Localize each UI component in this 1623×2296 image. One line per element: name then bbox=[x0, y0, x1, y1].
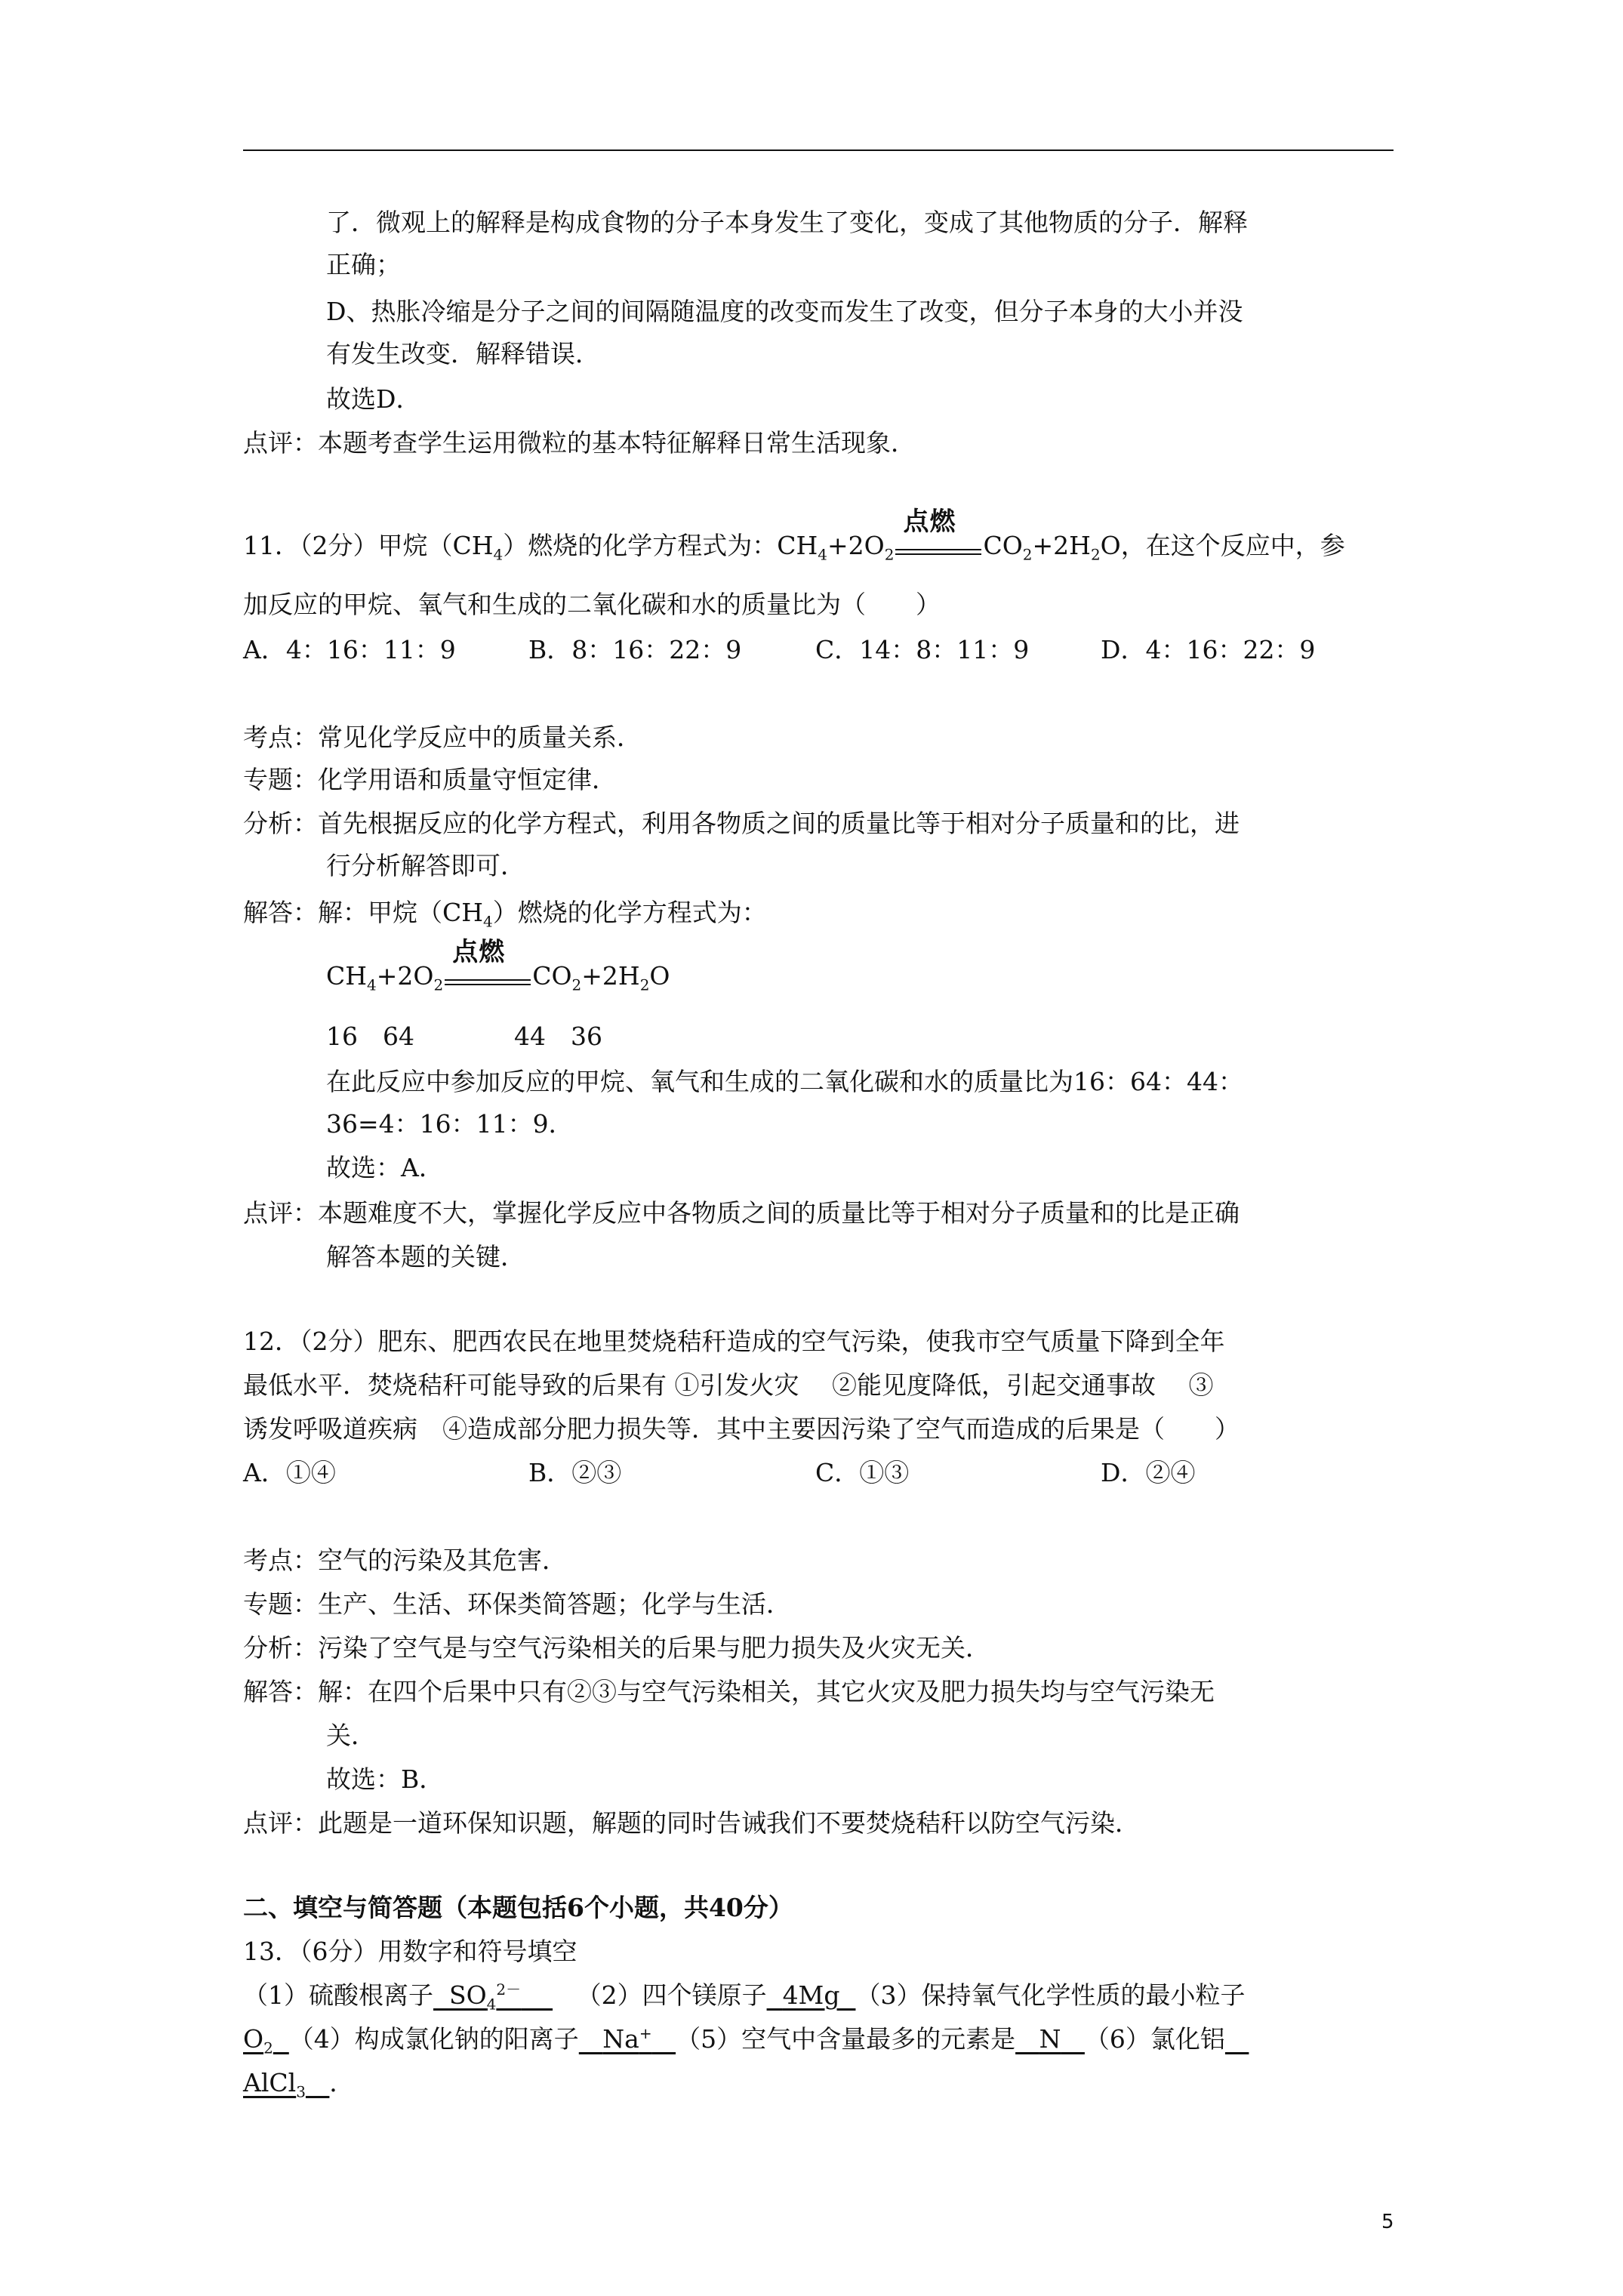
q11-eq-reactant: +2O bbox=[827, 531, 885, 560]
q10-line-4: 有发生改变．解释错误． bbox=[326, 339, 600, 368]
q10-line-1: 了．微观上的解释是构成食物的分子本身发生了变化，变成了其他物质的分子．解释 bbox=[326, 208, 1248, 237]
subscript: 2 bbox=[639, 975, 650, 994]
q12-kaodian: 考点：空气的污染及其危害． bbox=[243, 1546, 567, 1575]
q12-option-a: A．①④ bbox=[243, 1458, 336, 1487]
q12-answer: 故选：B． bbox=[326, 1764, 445, 1794]
q11-stem-line-1 bbox=[243, 507, 1345, 564]
q12-fenxi: 分析：污染了空气是与空气污染相关的后果与肥力损失及火灾无关． bbox=[243, 1633, 990, 1663]
q11-ratio-2: 36=4：16：11：9． bbox=[326, 1109, 574, 1139]
q13-part-4-label: （4）构成氯化钠的阳离子 bbox=[288, 2024, 579, 2054]
q11-stem-line-2: 加反应的甲烷、氧气和生成的二氧化碳和水的质量比为（ ） bbox=[243, 590, 941, 619]
q11-jieda-1 bbox=[243, 895, 767, 930]
q10-comment: 点评：本题考查学生运用微粒的基本特征解释日常生活现象． bbox=[243, 428, 916, 458]
q11-eq-o: O bbox=[1100, 531, 1121, 560]
q11-zhuanti: 专题：化学用语和质量守恒定律． bbox=[243, 765, 617, 794]
q13-part-2-label: （2）四个镁原子 bbox=[576, 1980, 767, 2010]
q11-dianping-1: 点评：本题难度不大，掌握化学反应中各物质之间的质量比等于相对分子质量和的比是正确 bbox=[243, 1198, 1240, 1228]
q13-part-2-answer: 4Mg bbox=[782, 1980, 840, 2010]
subscript: 2 bbox=[1090, 545, 1101, 564]
reaction-arrow bbox=[443, 937, 532, 994]
q12-jieda-2: 关． bbox=[326, 1721, 376, 1750]
q12-stem-2: 最低水平．焚烧秸秆可能导致的后果有 ①引发火灾 ②能见度降低，引起交通事故 ③ bbox=[243, 1370, 1214, 1400]
q11-answer: 故选：A． bbox=[326, 1153, 444, 1182]
q13-part-3-answer: $O_2$ bbox=[243, 2024, 273, 2057]
page-number: 5 bbox=[1381, 2211, 1394, 2233]
q13-part-6-label: （6）氯化铝 bbox=[1084, 2024, 1225, 2054]
q13-line-2 bbox=[243, 2022, 1249, 2057]
subscript: 4 bbox=[493, 545, 504, 564]
q13-part-5-answer: N bbox=[1039, 2024, 1061, 2054]
q11-jieda-1a: 解答：解：甲烷（CH bbox=[243, 898, 484, 927]
subscript: 4 bbox=[483, 912, 493, 931]
section-2-title: 二、填空与简答题（本题包括6个小题，共40分） bbox=[243, 1893, 793, 1922]
q11-ratio-1: 在此反应中参加反应的甲烷、氧气和生成的二氧化碳和水的质量比为16：64：44： bbox=[326, 1067, 1243, 1096]
subscript: 4 bbox=[367, 975, 377, 994]
q11-equation: $CH_4+2O_2$ 点燃 $CO_2+2H_2O$ bbox=[326, 959, 670, 994]
q11-stem-after: ，在这个反应中，参 bbox=[1120, 531, 1345, 560]
q11-kaodian: 考点：常见化学反应中的质量关系． bbox=[243, 723, 642, 752]
q11-eq-h2o: +2H bbox=[1032, 531, 1091, 560]
eq-h2o: +2H bbox=[581, 961, 640, 991]
q13-part-1-label: （1）硫酸根离子 bbox=[243, 1980, 433, 2010]
subscript: 2 bbox=[884, 545, 895, 564]
reaction-condition: 点燃 bbox=[452, 937, 506, 967]
q11-option-a: A．4：16：11：9 bbox=[243, 635, 456, 664]
q12-jieda-1: 解答：解：在四个后果中只有②③与空气污染相关，其它火灾及肥力损失均与空气污染无 bbox=[243, 1677, 1215, 1706]
q13-part-4-answer: Na+ bbox=[602, 2024, 652, 2054]
q12-option-b: B．②③ bbox=[528, 1458, 622, 1487]
reaction-arrow bbox=[894, 507, 983, 563]
q11-eq-co2: CO bbox=[983, 531, 1023, 560]
q12-option-d: D．②④ bbox=[1101, 1458, 1196, 1487]
q13-line-1 bbox=[243, 1978, 1245, 2013]
eq-reactant: +2O bbox=[376, 961, 434, 991]
q10-line-2: 正确； bbox=[326, 250, 401, 279]
subscript: 2 bbox=[1022, 545, 1033, 564]
q13-stem: 13．（6分）用数字和符号填空 bbox=[243, 1937, 577, 1966]
subscript: 2 bbox=[571, 975, 582, 994]
q13-end: ． bbox=[329, 2068, 355, 2097]
q11-jieda-1b: ）燃烧的化学方程式为： bbox=[492, 898, 767, 927]
eq-co2: CO bbox=[532, 961, 572, 991]
subscript: 2 bbox=[433, 975, 444, 994]
q13-part-1-answer: $SO_4^{2-}$ bbox=[448, 1980, 522, 2014]
q10-answer: 故选D． bbox=[326, 384, 421, 414]
reaction-condition: 点燃 bbox=[903, 507, 956, 537]
q11-fenxi-2: 行分析解答即可． bbox=[326, 851, 525, 880]
q12-zhuanti: 专题：生产、生活、环保类简答题；化学与生活． bbox=[243, 1589, 791, 1619]
q11-stem-before: 11．（2分）甲烷（CH bbox=[243, 531, 494, 560]
eq-o: O bbox=[649, 961, 670, 991]
q11-dianping-2: 解答本题的关键． bbox=[326, 1242, 525, 1271]
header-rule bbox=[243, 149, 1394, 151]
q12-option-c: C．①③ bbox=[815, 1458, 910, 1487]
q11-masses: 16 64 44 36 bbox=[326, 1022, 602, 1051]
q13-part-6-answer: AlCl$_3$ bbox=[243, 2068, 306, 2101]
q12-stem-3: 诱发呼吸道疾病 ④造成部分肥力损失等．其中主要因污染了空气而造成的后果是（ ） bbox=[243, 1414, 1240, 1444]
q11-option-d: D．4：16：22：9 bbox=[1101, 635, 1316, 664]
subscript: 4 bbox=[818, 545, 828, 564]
q13-line-3 bbox=[243, 2066, 354, 2100]
q13-part-3-label: （3）保持氧气化学性质的最小粒子 bbox=[855, 1980, 1246, 2010]
q11-option-b: B．8：16：22：9 bbox=[528, 635, 742, 664]
q12-stem-1: 12．（2分）肥东、肥西农民在地里焚烧秸秆造成的空气污染，使我市空气质量下降到全年 bbox=[243, 1327, 1225, 1356]
q11-option-c: C．14：8：11：9 bbox=[815, 635, 1030, 664]
q10-line-3: D、热胀冷缩是分子之间的间隔随温度的改变而发生了改变，但分子本身的大小并没 bbox=[326, 297, 1243, 326]
q11-fenxi-1: 分析：首先根据反应的化学方程式，利用各物质之间的质量比等于相对分子质量和的比，进 bbox=[243, 809, 1240, 838]
q11-stem-mid: ）燃烧的化学方程式为：CH bbox=[503, 531, 818, 560]
q13-part-5-label: （5）空气中含量最多的元素是 bbox=[676, 2024, 1016, 2054]
q12-dianping: 点评：此题是一道环保知识题，解题的同时告诫我们不要焚烧秸秆以防空气污染． bbox=[243, 1808, 1140, 1838]
